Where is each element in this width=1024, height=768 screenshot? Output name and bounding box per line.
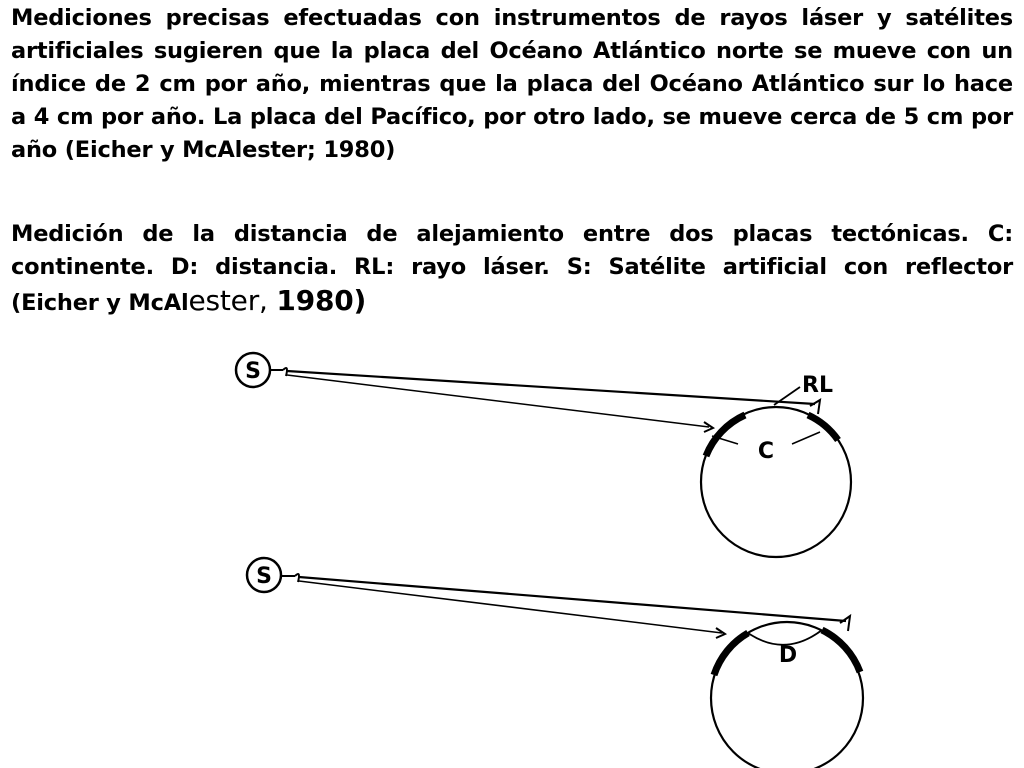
plate-measurement-figure (0, 340, 1024, 768)
ground-station-right (810, 400, 820, 414)
laser-beam-lower (287, 375, 709, 427)
top-diagram (236, 353, 851, 557)
laser-label: RL (802, 373, 833, 398)
reflector-icon (270, 368, 287, 376)
caption-main: Medición de la distancia de alejamiento entre dos placas tectónicas. C: continente. D: distancia. RL: rayo láser. S: Satélite artificial con reflector (Eicher y McAl (11, 221, 1013, 316)
continent-label: C (757, 439, 775, 464)
intro-paragraph: Mediciones precisas efectuadas con instrumentos de rayos láser y satélites artificiales sugieren que la placa del Océano Atlántico norte se mueve con un índice de 2 cm por año, mientras que la placa del Océano Atlántico sur lo hace a 4 cm por año. La placa del Pacífico, por otro lado, se mueve cerca de 5 cm por año (Eicher y McAlester; 1980) (11, 5, 1013, 163)
figure-caption (11, 218, 1013, 320)
continent-left (706, 415, 745, 456)
satellite-label: S (245, 359, 261, 384)
distance-label: D (778, 643, 798, 668)
caption-year: 1980) (276, 284, 367, 317)
reflector-icon (282, 574, 299, 582)
continent-left (714, 633, 748, 675)
caption-tail-text: ester, (188, 284, 277, 317)
laser-beam-upper (287, 371, 815, 404)
ground-station-right (840, 616, 850, 631)
continent-right (808, 415, 838, 440)
continent-right (822, 630, 860, 672)
caption-tail (188, 284, 366, 317)
satellite-label: S (256, 564, 272, 589)
continent-pointer-right (792, 432, 820, 444)
bottom-diagram (247, 558, 863, 768)
